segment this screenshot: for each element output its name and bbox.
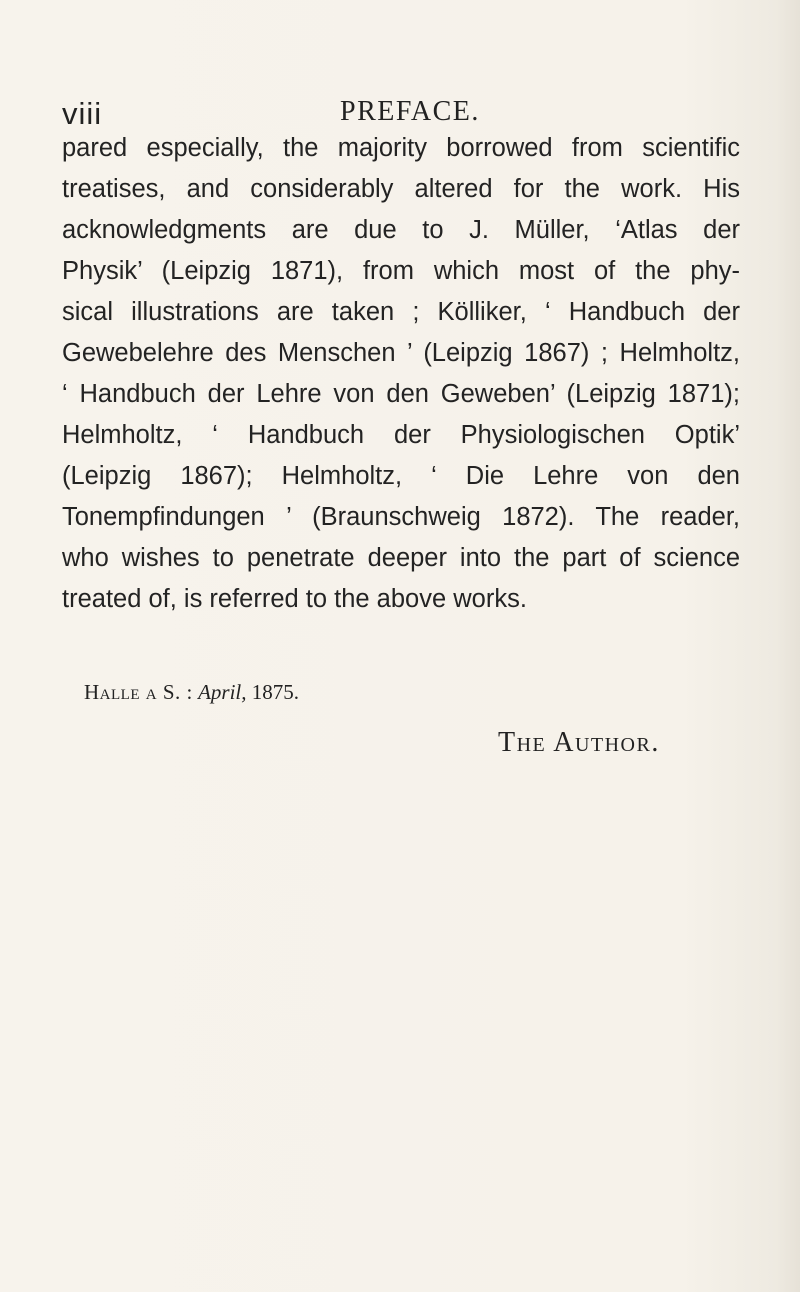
dateline-year: 1875.	[251, 680, 300, 704]
text-line: Gewebelehre des Menschen ’ (Leipzig 1867) ; Helmholtz,	[62, 339, 740, 367]
running-head-title: PREFACE.	[340, 96, 480, 127]
text-line: ‘ Handbuch der Lehre von den Geweben’ (Leipzig 1871);	[62, 380, 740, 408]
text-line: Helmholtz, ‘ Handbuch der Physiologischen Optik’	[62, 421, 740, 449]
text-line: acknowledgments are due to J. Müller, ‘Atlas der	[62, 216, 740, 244]
dateline-month: April,	[198, 680, 247, 704]
text-line: (Leipzig 1867); Helmholtz, ‘ Die Lehre von den	[62, 462, 740, 490]
dateline	[84, 680, 299, 705]
dateline-place: Halle a S. :	[84, 680, 193, 704]
author-signature: The Author.	[498, 727, 660, 758]
text-line: Physik’ (Leipzig 1871), from which most of the phy-	[62, 257, 740, 285]
text-line: who wishes to penetrate deeper into the part of science	[62, 544, 740, 572]
text-line: sical illustrations are taken ; Kölliker, ‘ Handbuch der	[62, 298, 740, 326]
text-line: treated of, is referred to the above works.	[62, 585, 527, 613]
text-line: pared especially, the majority borrowed from scientific	[62, 134, 740, 162]
page-number: viii	[62, 96, 103, 131]
text-line: Tonempfindungen ’ (Braunschweig 1872). The reader,	[62, 503, 740, 531]
text-line: treatises, and considerably altered for the work. His	[62, 175, 740, 203]
